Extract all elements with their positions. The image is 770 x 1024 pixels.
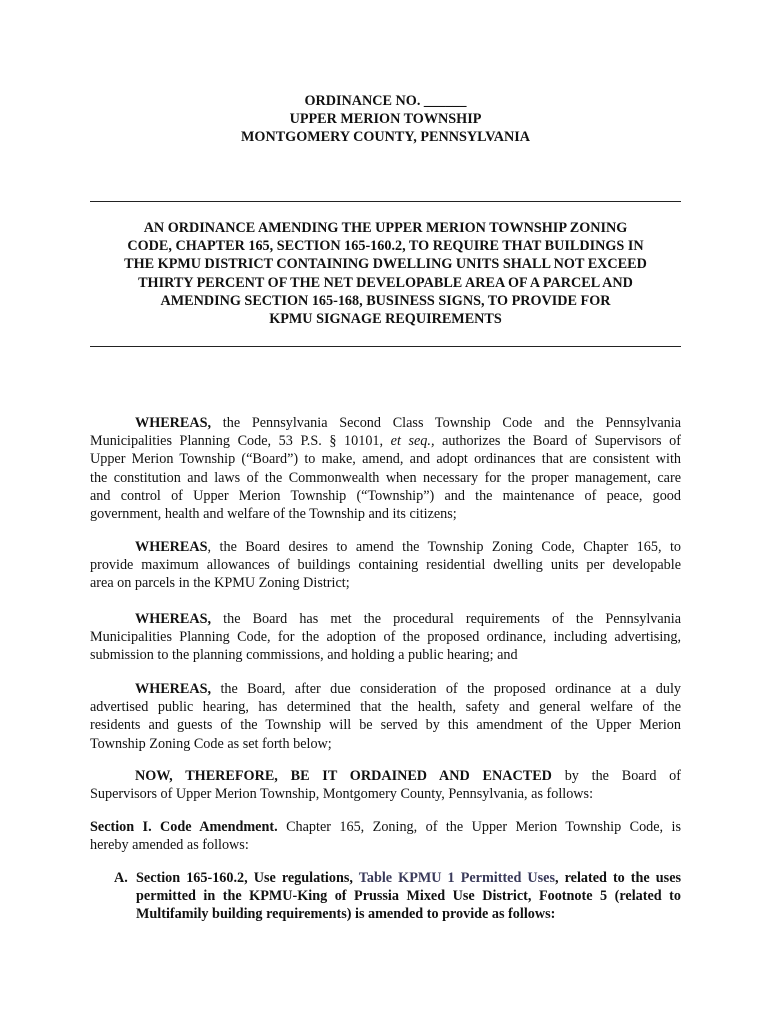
- section-heading: Section I. Code Amendment.: [90, 819, 278, 835]
- whereas-lead: WHEREAS,: [135, 681, 212, 697]
- ordinance-title: [96, 219, 675, 328]
- paragraph-line: government, health and welfare of the Township and its citizens;: [90, 505, 457, 522]
- enacting-lead: NOW, THEREFORE, BE IT ORDAINED AND ENACTED: [135, 768, 552, 784]
- paragraph-line: [90, 538, 681, 556]
- paragraph-line: and control of Upper Merion Township (“Township”) and the maintenance of peace, good: [90, 487, 681, 504]
- list-marker: A.: [114, 870, 128, 886]
- paragraph-line: [90, 610, 681, 628]
- whereas-clause-4: [90, 680, 681, 753]
- enacting-clause: [90, 767, 681, 803]
- paragraph-line: [136, 869, 681, 887]
- paragraph-line: Township Zoning Code as set forth below;: [90, 735, 332, 752]
- paragraph-text: Chapter 165, Zoning, of the Upper Merion Township Code, is: [277, 819, 681, 835]
- paragraph-text: by the Board of: [551, 768, 682, 784]
- title-bottom-rule: [90, 346, 681, 347]
- paragraph-line: the constitution and laws of the Commonwealth when necessary for the proper management, care: [90, 469, 681, 486]
- whereas-clause-3: [90, 610, 681, 665]
- whereas-lead: WHEREAS,: [135, 415, 212, 431]
- paragraph-line: [90, 767, 681, 785]
- title-line: KPMU SIGNAGE REQUIREMENTS: [269, 311, 502, 328]
- title-line: THIRTY PERCENT OF THE NET DEVELOPABLE AREA OF A PARCEL AND: [138, 274, 633, 291]
- title-top-rule: [90, 201, 681, 202]
- paragraph-line: residents and guests of the Township will be served by this amendment of the Upper Merion: [90, 717, 681, 734]
- amendment-item-body: [136, 869, 681, 924]
- paragraph-line: advertised public hearing, has determined that the health, safety and general welfare of the: [90, 699, 681, 716]
- title-line: THE KPMU DISTRICT CONTAINING DWELLING UNITS SHALL NOT EXCEED: [124, 256, 647, 273]
- title-line: AN ORDINANCE AMENDING THE UPPER MERION TOWNSHIP ZONING: [143, 220, 628, 236]
- paragraph-line: provide maximum allowances of buildings containing residential dwelling units per developable: [90, 557, 681, 574]
- paragraph-line: Upper Merion Township (“Board”) to make, amend, and adopt ordinances that are consistent with: [90, 451, 681, 468]
- paragraph-text: the Pennsylvania Second Class Township Code and the Pennsylvania: [211, 415, 681, 431]
- title-line: AMENDING SECTION 165-168, BUSINESS SIGNS, TO PROVIDE FOR: [160, 292, 611, 309]
- paragraph-text: Municipalities Planning Code, 53 P.S. § 10101,: [90, 433, 391, 450]
- paragraph-line: [90, 414, 681, 432]
- whereas-clause-2: [90, 538, 681, 593]
- paragraph-text: , the Board desires to amend the Township Zoning Code, Chapter 165, to: [207, 539, 681, 555]
- township-name: UPPER MERION TOWNSHIP: [289, 111, 482, 127]
- whereas-lead: WHEREAS,: [135, 611, 212, 627]
- ordinance-number: ORDINANCE NO. ______: [304, 93, 467, 109]
- paragraph-line: Multifamily building requirements) is amended to provide as follows:: [136, 906, 556, 923]
- paragraph-line: Municipalities Planning Code, for the adoption of the proposed ordinance, including advertising,: [90, 629, 681, 646]
- paragraph-line: [90, 432, 681, 450]
- paragraph-text: the Board, after due consideration of the proposed ordinance at a duly: [211, 681, 681, 697]
- whereas-clause-1: [90, 414, 681, 523]
- table-reference: Table KPMU 1 Permitted Uses: [358, 870, 555, 886]
- paragraph-line: area on parcels in the KPMU Zoning District;: [90, 575, 350, 592]
- paragraph-text: , related to the uses: [555, 870, 682, 886]
- paragraph-text: the Board has met the procedural requirements of the Pennsylvania: [211, 611, 681, 627]
- paragraph-text: Section 165-160.2, Use regulations,: [136, 870, 359, 886]
- italic-citation: et seq.,: [390, 433, 435, 450]
- title-line: CODE, CHAPTER 165, SECTION 165-160.2, TO REQUIRE THAT BUILDINGS IN: [127, 238, 644, 255]
- county-state: MONTGOMERY COUNTY, PENNSYLVANIA: [241, 129, 530, 145]
- section-1: [90, 818, 681, 854]
- paragraph-line: permitted in the KPMU-King of Prussia Mixed Use District, Footnote 5 (related to: [136, 888, 681, 905]
- ordinance-header: [90, 92, 681, 146]
- paragraph-line: hereby amended as follows:: [90, 837, 249, 854]
- paragraph-line: Supervisors of Upper Merion Township, Montgomery County, Pennsylvania, as follows:: [90, 786, 594, 803]
- paragraph-line: submission to the planning commissions, and holding a public hearing; and: [90, 647, 518, 664]
- whereas-lead: WHEREAS: [135, 539, 208, 555]
- paragraph-line: [90, 680, 681, 698]
- paragraph-text: authorizes the Board of Supervisors of: [434, 433, 681, 450]
- paragraph-line: [90, 818, 681, 836]
